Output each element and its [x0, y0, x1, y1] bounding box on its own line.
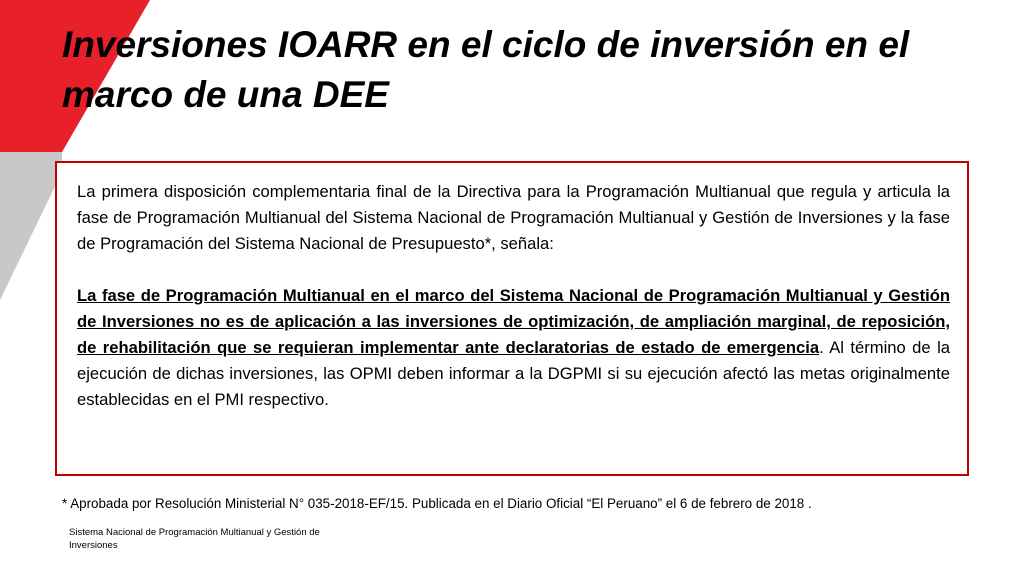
content-text — [77, 179, 950, 413]
content-box — [55, 161, 969, 476]
directive-paragraph — [77, 283, 950, 413]
slide-title: Inversiones IOARR en el ciclo de inversión en el marco de una DEE — [62, 24, 910, 115]
intro-paragraph: La primera disposición complementaria final de la Directiva para la Programación Multianual que regula y articula la fase de Programación Multianual del Sistema Nacional de Programación Multianual y Gestión de Inversiones y la fase de Programación del Sistema Nacional de Presupuesto*, señala: — [77, 182, 950, 253]
paragraph-continuation: . Al término de la ejecución de dichas inversiones, las OPMI deben informar a la DGPMI si su ejecución afectó las metas originalmente establecidas en el PMI respectivo. — [77, 338, 950, 409]
footnote: * Aprobada por Resolución Ministerial N° 035-2018-EF/15. Publicada en el Diario Oficial “El Peruano” el 6 de febrero de 2018 . — [62, 496, 812, 511]
grey-diagonal-shape — [0, 128, 62, 300]
footer-text: Sistema Nacional de Programación Multianual y Gestión de Inversiones — [69, 527, 320, 551]
emphasized-statement: La fase de Programación Multianual en el marco del Sistema Nacional de Programación Multianual y Gestión de Inversiones no es de aplicación a las inversiones de optimización, de ampliación marginal, de reposición, de rehabilitación que se requieran implementar ante declaratorias de estado de emergencia — [77, 286, 950, 357]
